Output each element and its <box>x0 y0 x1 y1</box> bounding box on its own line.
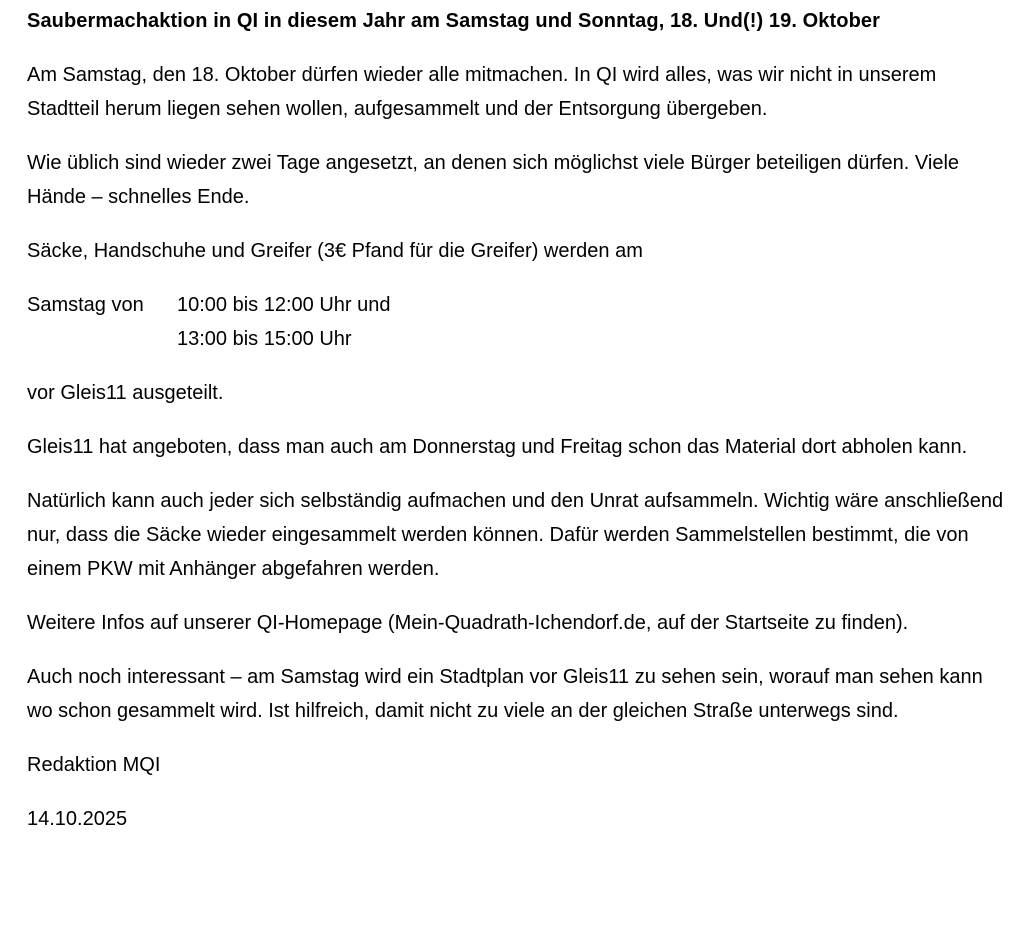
paragraph-intro: Am Samstag, den 18. Oktober dürfen wieder alle mitmachen. In QI wird alles, was wir nicht in unserem Stadtteil herum liegen sehen wollen, aufgesammelt und der Entsorgung übergeben. <box>27 64 937 120</box>
schedule-block <box>27 288 1009 356</box>
schedule-time-afternoon: 13:00 bis 15:00 Uhr <box>177 328 352 350</box>
schedule-day-label: Samstag von <box>27 294 144 316</box>
document-date: 14.10.2025 <box>27 808 128 830</box>
paragraph-two-days: Wie üblich sind wieder zwei Tage angesetzt, an denen sich möglichst viele Bürger beteiligen dürfen. Viele Hände – schnelles Ende. <box>27 152 960 208</box>
paragraph-collection-points: Natürlich kann auch jeder sich selbständig aufmachen und den Unrat aufsammeln. Wichtig wäre anschließend nur, dass die Säcke wieder eingesammelt werden können. Dafür werden Sammelstellen bestimmt, die von einem PKW mit Anhänger abgefahren werden. <box>27 490 1004 580</box>
schedule-times <box>177 288 391 356</box>
paragraph-distribution-location: vor Gleis11 ausgeteilt. <box>27 382 224 404</box>
paragraph-equipment: Säcke, Handschuhe und Greifer (3€ Pfand für die Greifer) werden am <box>27 240 643 262</box>
paragraph-gleis11-offer: Gleis11 hat angeboten, dass man auch am Donnerstag und Freitag schon das Material dort abholen kann. <box>27 436 968 458</box>
signature: Redaktion MQI <box>27 754 161 776</box>
paragraph-homepage-info: Weitere Infos auf unserer QI-Homepage (Mein-Quadrath-Ichendorf.de, auf der Startseite zu finden). <box>27 612 909 634</box>
document-title: Saubermachaktion in QI in diesem Jahr am Samstag und Sonntag, 18. Und(!) 19. Oktober <box>27 10 881 32</box>
schedule-time-morning: 10:00 bis 12:00 Uhr und <box>177 294 391 316</box>
paragraph-city-map: Auch noch interessant – am Samstag wird ein Stadtplan vor Gleis11 zu sehen sein, worauf man sehen kann wo schon gesammelt wird. Ist hilfreich, damit nicht zu viele an der gleichen Straße unterwegs sind. <box>27 666 983 722</box>
